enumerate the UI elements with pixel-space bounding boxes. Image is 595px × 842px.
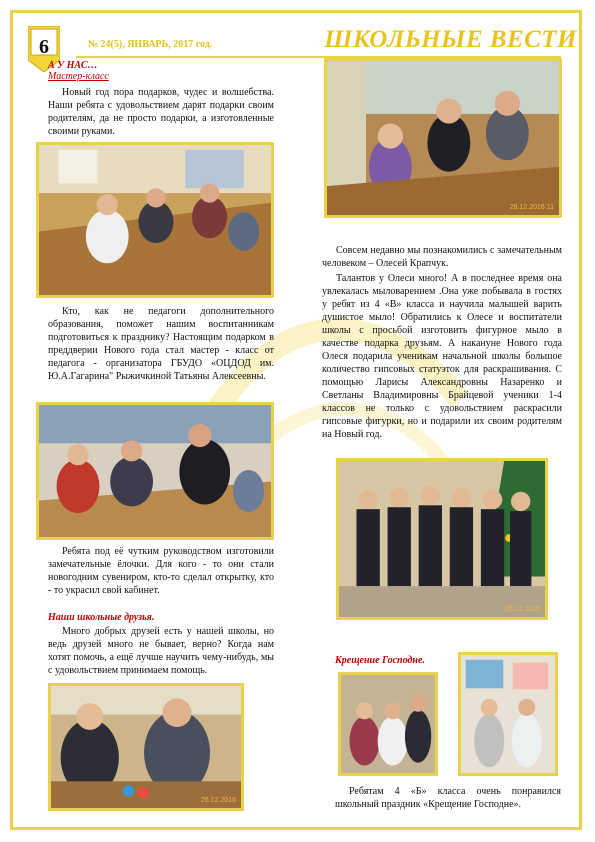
photo-girls-with-posters	[458, 652, 558, 776]
section-subheading-master-class: Мастер-класс	[48, 71, 109, 82]
section-heading-school-friends: Наши школьные друзья.	[48, 612, 155, 623]
article-paragraph: Ребята под её чутким руководством изготовили замечательные ёлочки. Для кого - то они стали новогодним сувениром, кто-то сделал открытку, кто - то украсил свой кабинет.	[48, 546, 274, 596]
page-number: 6	[39, 36, 49, 58]
photo-boys-painting	[48, 683, 244, 811]
photo-teacher-with-children	[36, 402, 274, 540]
photo-date-stamp: 26.12.2016 11	[509, 204, 554, 211]
newspaper-title: ШКОЛЬНЫЕ ВЕСТИ	[324, 26, 577, 53]
article-paragraph: Кто, как не педагоги дополнительного образования, поможет нашим воспитанникам подготовиться к празднику? Настоящим подарком в преддверии Нового года стал мастер - класс от педагога - организатора ГБУДО «ОЦДОД им. Ю.А.Гагарина" Рыжичкиной Татьяны Алексеевны.	[48, 306, 274, 382]
photo-classroom-workshop	[36, 142, 274, 298]
photo-girls-group	[338, 672, 438, 776]
article-paragraph: Новый год пора подарков, чудес и волшебства. Наши ребята с удовольствием дарят подарки своим родителям, да не просто подарки, а изготовленные своими руками.	[48, 87, 274, 137]
issue-info: № 24(5), ЯНВАРЬ, 2017 год.	[88, 39, 213, 50]
article-paragraph: Талантов у Олеси много! А в последнее время она увлекалась мыловарением .Она уже побывала в гостях у ребят из 4 «В» класса и научила малышей варить душистое мыло! Обратились к Олесе и воспитатели школы с просьбой изготовить фигурное мыло в качестве подарка друзьям. А накануне Нового года Олеся подарила ученикам начальной школы большое количество гипсовых статуэток для раскрашивания. С помощью Ларисы Александровны Назаренко и Светланы Владимировны Брайцевой ученики 1-4 классов не только с удовольствием раскрасили гипсовые фигурки, но и подарили их своим родителям на Новый год.	[322, 273, 562, 440]
article-paragraph: Много добрых друзей есть у нашей школы, но ведь друзей много не бывает, верно? Когда нам хотят помочь, а ещё лучше научить чему-нибудь, мы с удовольствием принимаем помощь.	[48, 626, 274, 676]
article-paragraph: Совсем недавно мы познакомились с замечательным человеком – Олесей Крапчук.	[322, 245, 562, 269]
photo-date-stamp: 26.12.2016	[200, 797, 236, 804]
section-heading-baptism: Крещение Господне.	[335, 655, 425, 666]
photo-boys-by-christmas-tree	[336, 458, 548, 620]
section-heading-a-u-nas: А У НАС…	[48, 60, 98, 71]
article-paragraph: Ребятам 4 «Б» класса очень понравился школьный праздник «Крещение Господне».	[335, 786, 561, 810]
photo-date-stamp: 25.12.2016	[504, 606, 540, 613]
photo-children-with-soap	[324, 58, 562, 218]
